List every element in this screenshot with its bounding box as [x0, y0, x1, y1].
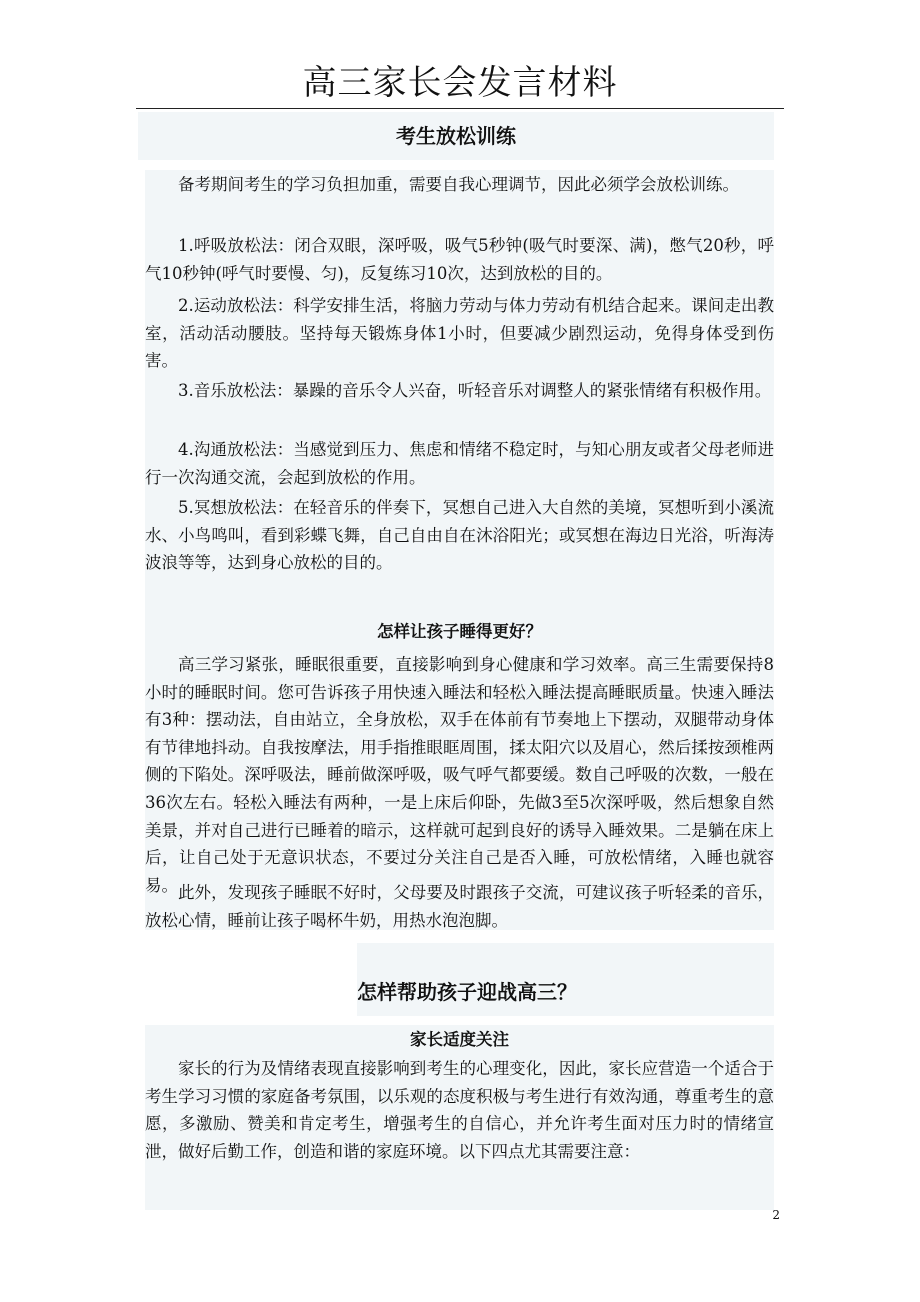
paragraph: 5.冥想放松法：在轻音乐的伴奏下，冥想自己进入大自然的美境，冥想听到小溪流水、小鸟鸣叫，看到彩蝶飞舞，自己自由自在沐浴阳光；或冥想在海边日光浴，听海涛波浪等等，达到身心放松的目的。 — [145, 498, 774, 573]
paragraph: 2.运动放松法：科学安排生活，将脑力劳动与体力劳动有机结合起来。课间走出教室，活动活动腰肢。坚持每天锻炼身体1小时，但要减少剧烈运动，免得身体受到伤害。 — [145, 296, 774, 371]
paragraph: 3.音乐放松法：暴躁的音乐令人兴奋，听轻音乐对调整人的紧张情绪有积极作用。 — [178, 381, 772, 400]
page-title: 高三家长会发言材料 — [302, 63, 618, 103]
section-heading-relaxation: 考生放松训练 — [396, 124, 516, 148]
page-number: 2 — [772, 1208, 780, 1222]
paragraph: 备考期间考生的学习负担加重，需要自我心理调节，因此必须学会放松训练。 — [178, 175, 739, 194]
section-heading-parent-attention: 家长适度关注 — [410, 1030, 509, 1049]
paragraph: 家长的行为及情绪表现直接影响到考生的心理变化，因此，家长应营造一个适合于考生学习习惯的家庭备考氛围，以乐观的态度积极与考生进行有效沟通，尊重考生的意愿，多激励、赞美和肯定考生，增强考生的自信心，并允许考生面对压力时的情绪宣泄，做好后勤工作，创造和谐的家庭环境。以下四点尤其需要注意： — [145, 1059, 774, 1161]
header-divider — [136, 108, 784, 109]
paragraph: 高三学习紧张，睡眠很重要，直接影响到身心健康和学习效率。高三生需要保持8小时的睡眠时间。您可告诉孩子用快速入睡法和轻松入睡法提高睡眠质量。快速入睡法有3种：摆动法，自由站立，全身放松，双手在体前有节奏地上下摆动，双腿带动身体有节律地抖动。自我按摩法，用手指推眼眶周围，揉太阳穴以及眉心，然后揉按颈椎两侧的下陷处。深呼吸法，睡前做深呼吸，吸气呼气都要缓。数自己呼吸的次数，一般在36次左右。轻松入睡法有两种，一是上床后仰卧，先做3至5次深呼吸，然后想象自然美景，并对自己进行已睡着的暗示，这样就可起到良好的诱导入睡效果。二是躺在床上后，让自己处于无意识状态，不要过分关注自己是否入睡，可放松情绪，入睡也就容易。 — [145, 655, 774, 895]
paragraph: 1.呼吸放松法：闭合双眼，深呼吸，吸气5秒钟(吸气时要深、满)，憋气20秒，呼气10秒钟(呼气时要慢、匀)，反复练习10次，达到放松的目的。 — [145, 236, 774, 283]
paragraph: 4.沟通放松法：当感觉到压力、焦虑和情绪不稳定时，与知心朋友或者父母老师进行一次沟通交流，会起到放松的作用。 — [145, 440, 774, 487]
section-heading-sleep: 怎样让孩子睡得更好？ — [377, 622, 542, 641]
section-heading-help-child: 怎样帮助孩子迎战高三？ — [357, 980, 577, 1004]
paragraph: 此外，发现孩子睡眠不好时，父母要及时跟孩子交流，可建议孩子听轻柔的音乐，放松心情，睡前让孩子喝杯牛奶，用热水泡泡脚。 — [145, 883, 774, 930]
